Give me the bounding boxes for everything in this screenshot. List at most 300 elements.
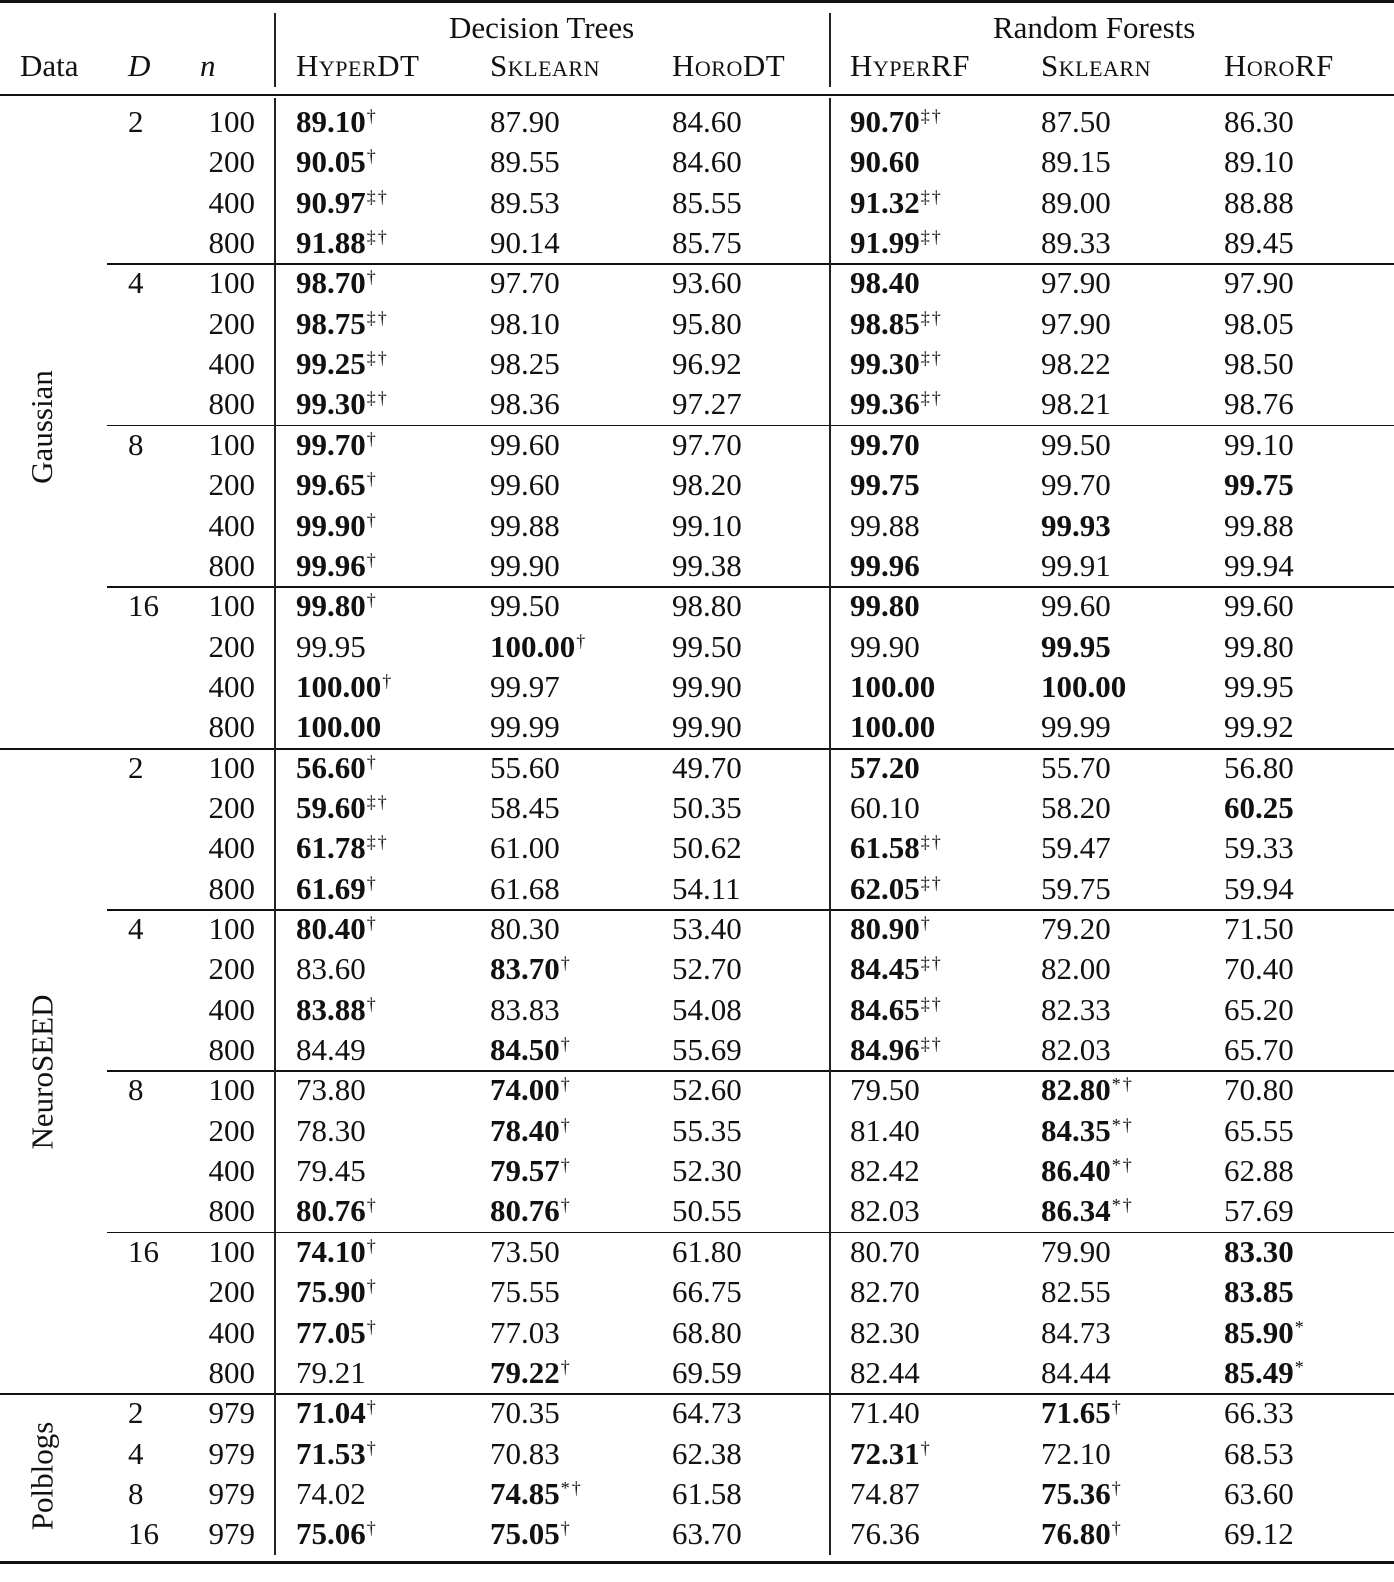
cell-value — [1041, 588, 1111, 624]
cell-value — [1041, 225, 1111, 261]
value-text: 98.10 — [490, 305, 560, 341]
value-text: 97.27 — [672, 386, 742, 422]
cell-value — [296, 1516, 378, 1552]
cell-value — [850, 427, 920, 463]
value-text: 50.55 — [672, 1193, 742, 1229]
cell-value — [296, 265, 378, 301]
cell-value — [1041, 346, 1111, 382]
value-text: 99.36 — [850, 386, 920, 422]
cell-n: 800 — [208, 709, 255, 745]
cell-value — [672, 1436, 742, 1472]
cell-value — [1224, 669, 1294, 705]
value-text: 82.30 — [850, 1314, 920, 1350]
cell-value — [672, 911, 742, 947]
cell-value — [490, 386, 560, 422]
value-text: 99.70 — [850, 426, 920, 462]
cell-value — [1224, 992, 1294, 1028]
cell-value — [1224, 346, 1294, 382]
cell-value — [1041, 1193, 1134, 1229]
value-text: 97.70 — [490, 265, 560, 301]
significance-marker: * — [1294, 1356, 1306, 1377]
value-text: 99.94 — [1224, 547, 1294, 583]
cell-value — [296, 911, 378, 947]
significance-marker: ‡† — [920, 227, 943, 248]
value-text: 99.96 — [296, 547, 366, 583]
table-row — [0, 1315, 1394, 1355]
significance-marker: † — [366, 1235, 378, 1256]
value-text: 89.00 — [1041, 184, 1111, 220]
value-text: 72.10 — [1041, 1435, 1111, 1471]
cell-value — [850, 750, 920, 786]
significance-marker: ‡† — [366, 348, 389, 369]
value-text: 99.97 — [490, 668, 560, 704]
significance-marker: † — [560, 1114, 572, 1135]
value-text: 83.83 — [490, 991, 560, 1027]
value-text: 58.45 — [490, 789, 560, 825]
table-row — [0, 709, 1394, 749]
value-text: 98.05 — [1224, 305, 1294, 341]
significance-marker: † — [366, 1397, 378, 1418]
cell-value — [850, 306, 943, 342]
col-header-sklearn-rf: Sklearn — [1041, 48, 1151, 83]
value-text: 93.60 — [672, 265, 742, 301]
cell-value — [850, 669, 935, 705]
value-text: 87.90 — [490, 104, 560, 139]
value-text: 65.20 — [1224, 991, 1294, 1027]
value-text: 80.30 — [490, 911, 560, 946]
cell-value — [850, 629, 920, 665]
cell-value — [490, 588, 560, 624]
cell-value — [296, 1355, 366, 1391]
value-text: 100.00 — [296, 709, 382, 745]
value-text: 82.80 — [1041, 1072, 1111, 1108]
cell-n: 200 — [208, 467, 255, 503]
value-text: 99.38 — [672, 547, 742, 583]
value-text: 98.25 — [490, 346, 560, 382]
cell-n: 200 — [208, 1112, 255, 1148]
cell-value — [1224, 548, 1294, 584]
significance-marker: ‡† — [920, 388, 943, 409]
value-text: 99.92 — [1224, 709, 1294, 745]
value-text: 84.49 — [296, 1032, 366, 1068]
significance-marker: ‡† — [920, 993, 943, 1014]
cell-value — [850, 1395, 920, 1431]
value-text: 86.34 — [1041, 1193, 1111, 1229]
cell-value — [850, 265, 920, 301]
table-row — [0, 951, 1394, 991]
cell-value — [672, 548, 742, 584]
value-text: 99.70 — [296, 426, 366, 462]
cell-value — [296, 346, 389, 382]
cell-value — [1041, 306, 1111, 342]
cell-value — [1224, 185, 1294, 221]
cell-n: 979 — [208, 1435, 255, 1471]
cell-value — [1224, 1436, 1294, 1472]
table-row — [0, 386, 1394, 426]
cell-value — [672, 1113, 742, 1149]
cell-n: 100 — [208, 1072, 255, 1108]
value-text: 61.80 — [672, 1233, 742, 1269]
cell-value — [296, 1153, 366, 1189]
cell-value — [490, 629, 587, 665]
value-text: 75.05 — [490, 1516, 560, 1552]
cell-value — [296, 1072, 366, 1108]
cell-value — [490, 1032, 572, 1068]
significance-marker: † — [366, 913, 378, 933]
significance-marker: † — [366, 590, 378, 611]
cell-value — [296, 306, 389, 342]
value-text: 90.97 — [296, 184, 366, 220]
value-text: 82.03 — [1041, 1032, 1111, 1068]
cell-value — [490, 1113, 572, 1149]
significance-marker: ‡† — [920, 832, 943, 853]
value-text: 85.75 — [672, 225, 742, 261]
cell-d: 4 — [128, 1435, 144, 1471]
value-text: 83.88 — [296, 991, 366, 1027]
cell-n: 800 — [208, 225, 255, 261]
value-text: 80.76 — [490, 1193, 560, 1229]
value-text: 98.76 — [1224, 386, 1294, 422]
cell-value — [1041, 709, 1111, 745]
value-text: 97.90 — [1224, 265, 1294, 301]
value-text: 81.40 — [850, 1112, 920, 1148]
cell-value — [296, 508, 378, 544]
cell-value — [490, 185, 560, 221]
cell-value — [672, 144, 742, 180]
cell-value — [490, 225, 560, 261]
value-text: 89.15 — [1041, 144, 1111, 180]
cell-n: 400 — [208, 1314, 255, 1350]
cell-d: 2 — [128, 1395, 144, 1431]
significance-marker: ‡† — [920, 307, 943, 328]
significance-marker: † — [366, 872, 378, 893]
value-text: 99.80 — [296, 588, 366, 624]
cell-value — [850, 709, 935, 745]
cell-n: 979 — [208, 1516, 255, 1552]
cell-value — [850, 1274, 920, 1310]
cell-value — [850, 992, 943, 1028]
value-text: 71.04 — [296, 1395, 366, 1431]
cell-value — [672, 1395, 742, 1431]
value-text: 84.35 — [1041, 1112, 1111, 1148]
significance-marker: *† — [1111, 1195, 1134, 1216]
significance-marker: ‡† — [366, 832, 389, 853]
value-text: 58.20 — [1041, 789, 1111, 825]
cell-value — [1224, 306, 1294, 342]
value-text: 84.65 — [850, 991, 920, 1027]
cell-n: 800 — [208, 386, 255, 422]
group-header-decision-trees: Decision Trees — [449, 10, 635, 45]
cell-value — [1224, 629, 1294, 665]
cell-value — [672, 1032, 742, 1068]
value-text: 85.49 — [1224, 1354, 1294, 1390]
value-text: 97.90 — [1041, 265, 1111, 301]
value-text: 77.05 — [296, 1314, 366, 1350]
cell-n: 100 — [208, 588, 255, 624]
value-text: 90.60 — [850, 144, 920, 180]
value-text: 59.75 — [1041, 870, 1111, 906]
value-text: 80.70 — [850, 1233, 920, 1269]
cell-d: 2 — [128, 104, 144, 139]
cell-value — [672, 951, 742, 987]
value-text: 100.00 — [850, 709, 936, 745]
value-text: 98.70 — [296, 265, 366, 301]
cell-value — [1224, 386, 1294, 422]
value-text: 99.50 — [672, 628, 742, 664]
table-row — [0, 225, 1394, 265]
cell-value — [296, 588, 378, 624]
cell-value — [1224, 951, 1294, 987]
value-text: 91.99 — [850, 225, 920, 261]
cell-value — [850, 508, 920, 544]
cell-value — [1041, 992, 1111, 1028]
value-text: 82.70 — [850, 1274, 920, 1310]
cell-n: 400 — [208, 346, 255, 382]
significance-marker: † — [1111, 1477, 1123, 1498]
significance-marker: † — [920, 913, 932, 933]
value-text: 99.80 — [1224, 628, 1294, 664]
cell-n: 400 — [208, 507, 255, 543]
col-header-data: Data — [20, 48, 79, 83]
cell-value — [296, 225, 389, 261]
value-text: 61.78 — [296, 830, 366, 866]
value-text: 84.96 — [850, 1032, 920, 1068]
cell-value — [672, 669, 742, 705]
cell-value — [1041, 830, 1111, 866]
value-text: 99.95 — [1041, 628, 1111, 664]
cell-n: 400 — [208, 1153, 255, 1189]
table-row — [0, 306, 1394, 346]
table-row — [0, 1193, 1394, 1233]
cell-d: 4 — [128, 265, 144, 301]
significance-marker: † — [560, 1518, 572, 1539]
value-text: 79.90 — [1041, 1233, 1111, 1269]
cell-value — [850, 951, 943, 987]
cell-value — [296, 144, 378, 180]
cell-value — [490, 951, 572, 987]
cell-n: 100 — [208, 1233, 255, 1269]
value-text: 82.44 — [850, 1354, 920, 1390]
value-text: 69.59 — [672, 1354, 742, 1390]
cell-value — [490, 1274, 560, 1310]
cell-n: 100 — [208, 911, 255, 946]
cell-n: 800 — [208, 1193, 255, 1229]
table-row — [0, 1516, 1394, 1556]
value-text: 99.50 — [1041, 426, 1111, 462]
cell-value — [672, 830, 742, 866]
cell-value — [490, 508, 560, 544]
significance-marker: † — [1111, 1397, 1123, 1418]
value-text: 80.40 — [296, 911, 366, 946]
cell-n: 200 — [208, 305, 255, 341]
col-header-hyperdt: HyperDT — [296, 48, 420, 83]
cell-value — [672, 992, 742, 1028]
cell-d: 4 — [128, 911, 144, 946]
value-text: 71.65 — [1041, 1395, 1111, 1431]
value-text: 78.40 — [490, 1112, 560, 1148]
significance-marker: ‡† — [920, 872, 943, 893]
value-text: 55.69 — [672, 1032, 742, 1068]
cell-value — [296, 1032, 366, 1068]
cell-value — [490, 346, 560, 382]
value-text: 100.00 — [850, 668, 936, 704]
cell-n: 400 — [208, 830, 255, 866]
value-text: 52.30 — [672, 1153, 742, 1189]
value-text: 99.50 — [490, 588, 560, 624]
value-text: 80.76 — [296, 1193, 366, 1229]
significance-marker: † — [560, 1074, 572, 1095]
significance-marker: † — [560, 1195, 572, 1216]
value-text: 57.69 — [1224, 1193, 1294, 1229]
significance-marker: † — [366, 509, 378, 530]
cell-value — [296, 1476, 366, 1512]
cell-value — [296, 427, 378, 463]
cell-value — [1041, 1516, 1123, 1552]
col-header-n: n — [200, 48, 216, 83]
table-row — [0, 144, 1394, 184]
value-text: 85.55 — [672, 184, 742, 220]
cell-value — [1041, 144, 1111, 180]
value-text: 64.73 — [672, 1395, 742, 1431]
significance-marker: † — [382, 670, 394, 691]
value-text: 61.58 — [672, 1475, 742, 1511]
cell-value — [1224, 1476, 1294, 1512]
cell-value — [1041, 1274, 1111, 1310]
value-text: 99.90 — [490, 547, 560, 583]
value-text: 82.03 — [850, 1193, 920, 1229]
cell-value — [296, 1113, 366, 1149]
cell-value — [672, 709, 742, 745]
value-text: 49.70 — [672, 749, 742, 785]
value-text: 79.21 — [296, 1354, 366, 1390]
cell-value — [672, 225, 742, 261]
significance-marker: † — [366, 146, 378, 167]
value-text: 97.90 — [1041, 305, 1111, 341]
table-row — [0, 1234, 1394, 1274]
cell-value — [296, 1274, 378, 1310]
value-text: 75.36 — [1041, 1475, 1111, 1511]
cell-value — [1224, 790, 1294, 826]
value-text: 65.70 — [1224, 1032, 1294, 1068]
cell-d: 8 — [128, 1072, 144, 1108]
value-text: 80.90 — [850, 911, 920, 946]
significance-marker: † — [560, 1155, 572, 1176]
cell-value — [850, 346, 943, 382]
value-text: 61.68 — [490, 870, 560, 906]
cell-n: 800 — [208, 547, 255, 583]
cell-n: 100 — [208, 265, 255, 301]
value-text: 70.80 — [1224, 1072, 1294, 1108]
cell-value — [490, 1072, 572, 1108]
value-text: 71.50 — [1224, 911, 1294, 946]
cell-value — [490, 669, 560, 705]
significance-marker: † — [366, 267, 378, 288]
cell-value — [1041, 790, 1111, 826]
cell-value — [1041, 467, 1111, 503]
value-text: 99.95 — [1224, 668, 1294, 704]
value-text: 99.25 — [296, 346, 366, 382]
significance-marker: † — [366, 1276, 378, 1297]
value-text: 95.80 — [672, 305, 742, 341]
value-text: 62.05 — [850, 870, 920, 906]
cell-n: 200 — [208, 1274, 255, 1310]
value-text: 96.92 — [672, 346, 742, 382]
cell-value — [1041, 750, 1111, 786]
table-row — [0, 830, 1394, 870]
value-text: 68.53 — [1224, 1435, 1294, 1471]
cell-value — [490, 750, 560, 786]
value-text: 91.88 — [296, 225, 366, 261]
significance-marker: † — [366, 1437, 378, 1458]
dataset-label: Polblogs — [23, 1421, 59, 1531]
value-text: 84.50 — [490, 1032, 560, 1068]
cell-value — [1224, 265, 1294, 301]
cell-value — [296, 185, 389, 221]
value-text: 66.75 — [672, 1274, 742, 1310]
cell-value — [1041, 1476, 1123, 1512]
cell-value — [850, 225, 943, 261]
significance-marker: † — [366, 1316, 378, 1337]
cell-value — [490, 1153, 572, 1189]
cell-value — [490, 1476, 583, 1512]
cell-value — [1224, 144, 1294, 180]
cell-value — [1041, 508, 1111, 544]
table-row — [0, 467, 1394, 507]
cell-value — [672, 1516, 742, 1552]
value-text: 68.80 — [672, 1314, 742, 1350]
value-text: 79.50 — [850, 1072, 920, 1108]
value-text: 98.22 — [1041, 346, 1111, 382]
value-text: 73.80 — [296, 1072, 366, 1108]
value-text: 54.08 — [672, 991, 742, 1027]
cell-value — [672, 185, 742, 221]
cell-d: 16 — [128, 1233, 159, 1269]
significance-marker: *† — [560, 1477, 583, 1498]
cell-n: 979 — [208, 1475, 255, 1511]
cell-value — [1041, 1032, 1111, 1068]
cell-value — [672, 1153, 742, 1189]
dataset-label: NeuroSEED — [23, 994, 59, 1150]
cell-value — [672, 1476, 742, 1512]
table-row — [0, 185, 1394, 225]
cell-value — [850, 1193, 920, 1229]
value-text: 66.33 — [1224, 1395, 1294, 1431]
value-text: 62.38 — [672, 1435, 742, 1471]
value-text: 78.30 — [296, 1112, 366, 1148]
value-text: 82.00 — [1041, 951, 1111, 987]
cell-d: 16 — [128, 1516, 159, 1552]
significance-marker: ‡† — [920, 348, 943, 369]
cell-value — [1224, 427, 1294, 463]
value-text: 57.20 — [850, 749, 920, 785]
value-text: 98.85 — [850, 305, 920, 341]
value-text: 84.44 — [1041, 1354, 1111, 1390]
value-text: 83.60 — [296, 951, 366, 987]
cell-value — [490, 104, 560, 140]
cell-value — [672, 1234, 742, 1270]
cell-value — [1224, 1113, 1294, 1149]
cell-value — [1041, 548, 1111, 584]
value-text: 90.14 — [490, 225, 560, 261]
cell-value — [296, 104, 378, 140]
cell-value — [296, 830, 389, 866]
value-text: 90.70 — [850, 104, 920, 139]
cell-value — [296, 1234, 378, 1270]
value-text: 59.47 — [1041, 830, 1111, 866]
body-separator-left — [274, 98, 276, 1555]
significance-marker: *† — [1111, 1155, 1134, 1176]
value-text: 74.85 — [490, 1475, 560, 1511]
